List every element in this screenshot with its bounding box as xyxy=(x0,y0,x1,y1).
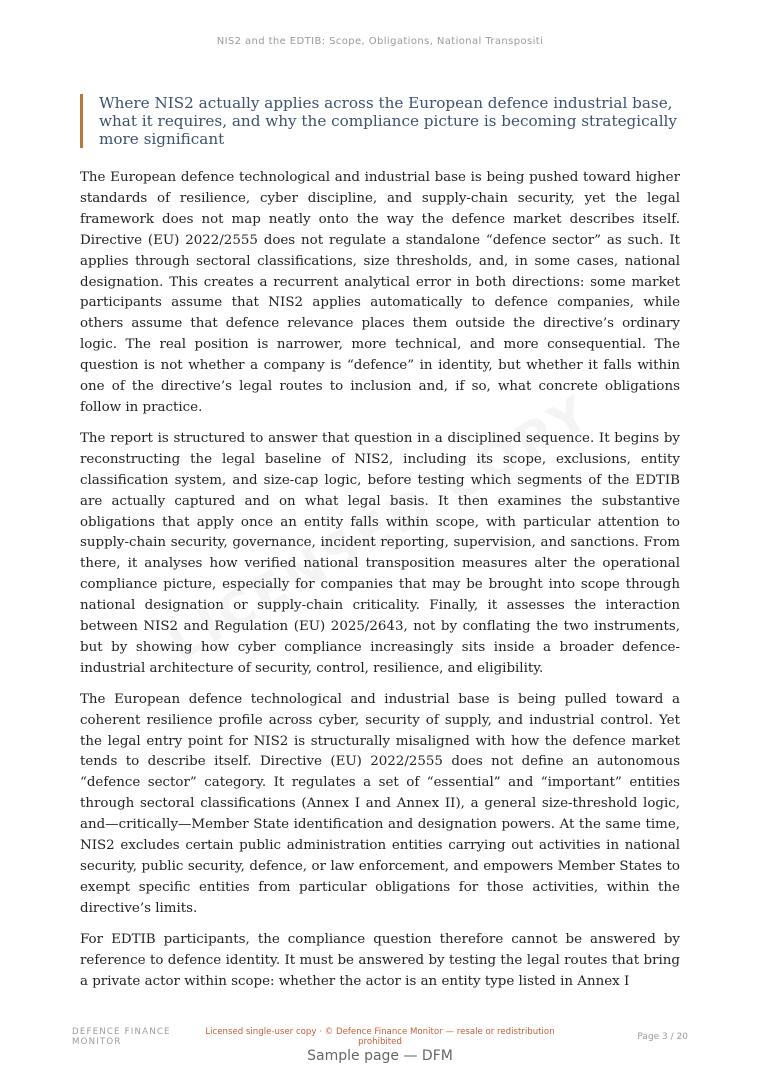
running-header: NIS2 and the EDTIB: Scope, Obligations, National Transpositi xyxy=(216,36,544,47)
body-text xyxy=(80,168,680,1002)
footer-license-notice: Licensed single-user copy · © Defence Finance Monitor — resale or redistribution prohibited xyxy=(205,1027,555,1047)
sample-page-label: Sample page — DFM xyxy=(307,1048,453,1064)
footer-publisher: DEFENCE FINANCE MONITOR xyxy=(72,1027,171,1047)
body-paragraph-4: For EDTIB participants, the compliance question therefore cannot be answered by reference to defence identity. It must be answered by testing the legal routes that bring a private actor within scope: whether the actor is an entity type listed in Annex I xyxy=(80,931,680,989)
body-paragraph-2: The report is structured to answer that question in a disciplined sequence. It begins by reconstructing the legal baseline of NIS2, including its scope, exclusions, entity classification system, and size-cap logic, before testing which segments of the EDTIB are actually captured and on what legal basis. It then examines the substantive obligations that apply once an entity falls within scope, with particular attention to supply-chain security, governance, incident reporting, supervision, and sanctions. From there, it analyses how verified national transposition measures alter the operational compliance picture, especially for companies that may be brought into scope through national designation or supply-chain criticality. Finally, it assesses the interaction between NIS2 and Regulation (EU) 2025/2643, not by conflating the two instruments, but by showing how cyber compliance increasingly sits inside a broader defence-industrial architecture of security, control, resilience, and eligibility. xyxy=(80,430,680,676)
body-paragraph-3: The European defence technological and industrial base is being pulled toward a coherent resilience profile across cyber, security of supply, and industrial control. Yet the legal entry point for NIS2 is structurally misaligned with how the defence market tends to describe itself. Directive (EU) 2022/2555 does not define an autonomous “defence sector” category. It regulates a set of “essential” and “important” entities through sectoral classifications (Annex I and Annex II), a general size-threshold logic, and—critically—Member State identification and designation powers. At the same time, NIS2 excludes certain public administration entities carrying out activities in national security, public security, defence, or law enforcement, and empowers Member States to exempt specific entities from particular obligations for those activities, within the directive’s limits. xyxy=(80,691,680,916)
body-paragraph-1: The European defence technological and industrial base is being pushed toward higher standards of resilience, cyber discipline, and supply-chain security, yet the legal framework does not map neatly onto the way the defence market describes itself. Directive (EU) 2022/2555 does not regulate a standalone “defence sector” as such. It applies through sectoral classifications, size thresholds, and, in some cases, national designation. This creates a recurrent analytical error in both directions: some market participants assume that NIS2 applies automatically to defence companies, while others assume that defence relevance places them outside the directive’s ordinary logic. The real position is narrower, more technical, and more consequential. The question is not whether a company is “defence” in identity, but whether it falls within one of the directive’s legal routes to inclusion and, if so, what concrete obligations follow in practice. xyxy=(80,170,680,415)
page-number: Page 3 / 20 xyxy=(637,1032,688,1042)
pull-quote: Where NIS2 actually applies across the European defence industrial base, what it requires, and why the compliance picture is becoming strategically more significant xyxy=(80,94,680,148)
